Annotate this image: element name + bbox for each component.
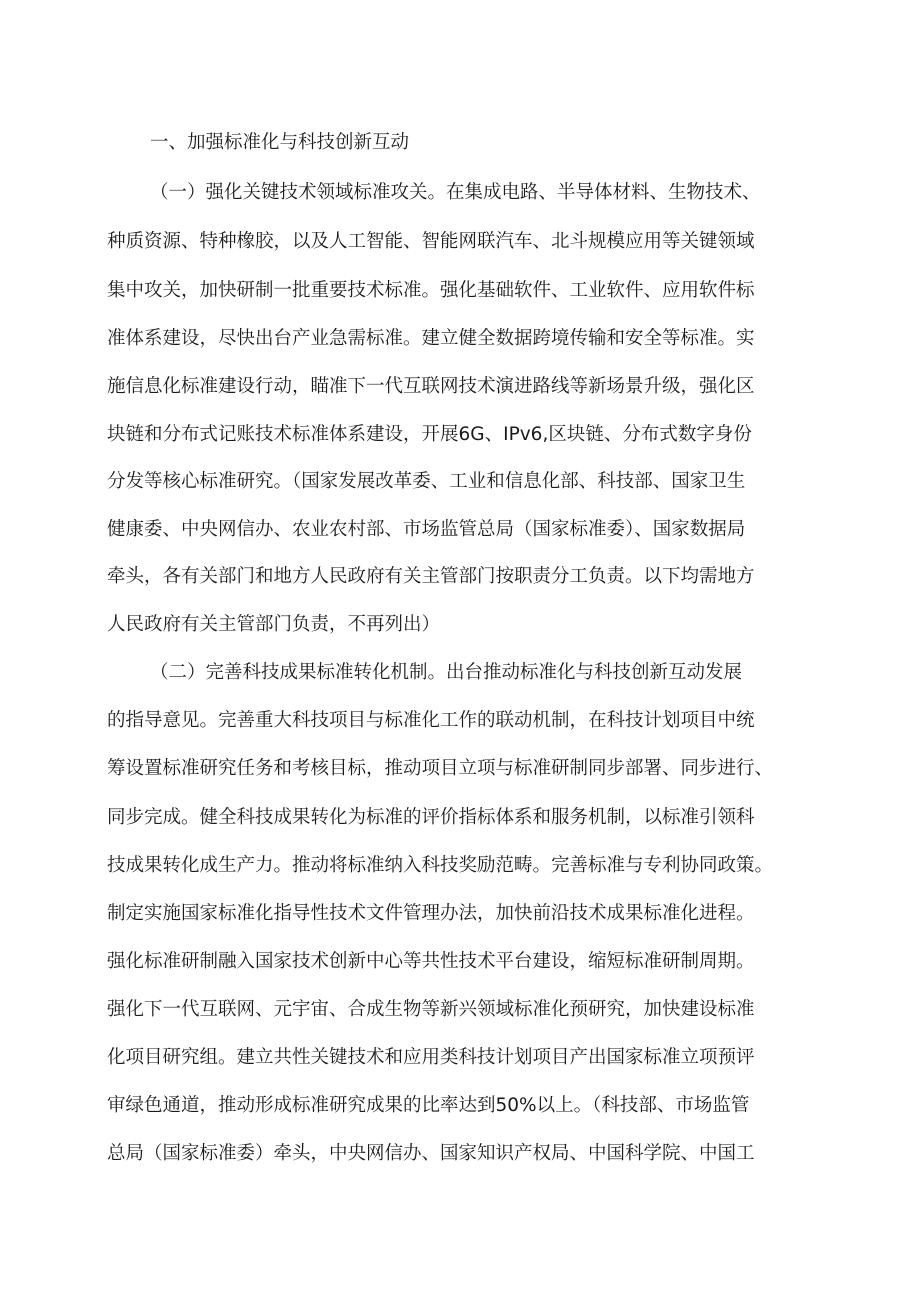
paragraph-1-line: 施信息化标准建设行动，瞄准下一代互联网技术演进路线等新场景升级，强化区 [107, 376, 755, 397]
paragraph-2-line: 总局（国家标准委）牵头，中央网信办、国家知识产权局、中国科学院、中国工 [107, 1143, 755, 1164]
paragraph-1-line: 健康委、中央网信办、农业农村部、市场监管总局（国家标准委）、国家数据局 [107, 519, 746, 540]
paragraph-2-line: 审绿色通道，推动形成标准研究成果的比率达到50%以上。（科技部、市场监管 [107, 1095, 750, 1116]
paragraph-1-line: 集中攻关，加快研制一批重要技术标准。强化基础软件、工业软件、应用软件标 [107, 280, 755, 301]
paragraph-1-line: （一）强化关键技术领域标准攻关。在集成电路、半导体材料、生物技术、 [150, 182, 761, 203]
paragraph-2-line: （二）完善科技成果标准转化机制。出台推动标准化与科技创新互动发展 [150, 662, 743, 683]
section-heading: 一、加强标准化与科技创新互动 [150, 132, 410, 153]
paragraph-2-line: 强化标准研制融入国家技术创新中心等共性技术平台建设，缩短标准研制周期。 [107, 951, 755, 972]
paragraph-2-line: 筹设置标准研究任务和考核目标，推动项目立项与标准研制同步部署、同步进行、 [107, 758, 774, 779]
paragraph-1-line: 人民政府有关主管部门负责，不再列出） [107, 614, 441, 635]
paragraph-1-line: 种质资源、特种橡胶，以及人工智能、智能网联汽车、北斗规模应用等关键领域 [107, 231, 755, 252]
paragraph-2-line: 强化下一代互联网、元宇宙、合成生物等新兴领域标准化预研究，加快建设标准 [107, 999, 755, 1020]
paragraph-2-line: 同步完成。健全科技成果转化为标准的评价指标体系和服务机制，以标准引领科 [107, 807, 755, 828]
paragraph-1-line: 准体系建设，尽快出台产业急需标准。建立健全数据跨境传输和安全等标准。实 [107, 328, 755, 349]
paragraph-1-line: 分发等核心标准研究。（国家发展改革委、工业和信息化部、科技部、国家卫生 [107, 471, 746, 492]
paragraph-2-line: 的指导意见。完善重大科技项目与标准化工作的联动机制，在科技计划项目中统 [107, 710, 755, 731]
paragraph-2-line: 化项目研究组。建立共性关键技术和应用类科技计划项目产出国家标准立项预评 [107, 1047, 755, 1068]
paragraph-2-line: 制定实施国家标准化指导性技术文件管理办法，加快前沿技术成果标准化进程。 [107, 903, 755, 924]
paragraph-1-line: 块链和分布式记账技术标准体系建设，开展6G、IPv6,区块链、分布式数字身份 [107, 424, 752, 445]
paragraph-1-line: 牵头，各有关部门和地方人民政府有关主管部门按职责分工负责。以下均需地方 [107, 566, 755, 587]
paragraph-2-line: 技成果转化成生产力。推动将标准纳入科技奖励范畴。完善标准与专利协同政策。 [107, 855, 774, 876]
